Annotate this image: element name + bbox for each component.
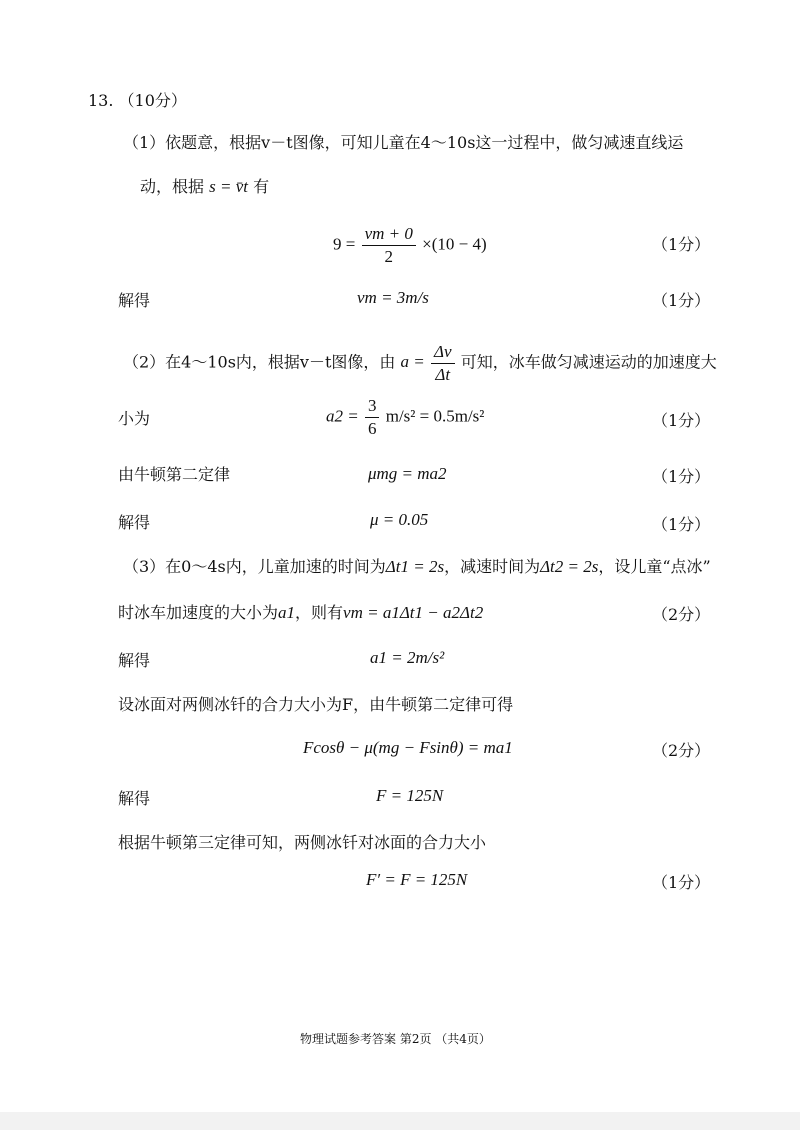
equation-mu-result: μ = 0.05 (370, 510, 429, 529)
part3-text-line1: （3）在0～4s内，儿童加速的时间为Δt1 = 2s，减速时间为Δt2 = 2s，设儿童“点冰” (123, 557, 711, 576)
part1-text-line1: （1）依题意，根据v－t图像，可知儿童在4～10s这一过程中，做匀减速直线运 (123, 133, 684, 152)
equation-force-balance: Fcosθ − μ(mg − Fsinθ) = ma1 (303, 738, 513, 757)
fraction-3-over-6: $\frac{3}{6}$ (365, 396, 380, 439)
points-a2: （1分） (652, 411, 711, 430)
question-score: （10分） (118, 91, 187, 110)
equation-F-result: F = 125N (376, 786, 444, 805)
points-mu: （1分） (652, 515, 711, 534)
equation-a1-result: a1 = 2m/s² (370, 648, 445, 667)
fraction-vm-over-2: $\frac{vm + 0}{2}$ (362, 224, 416, 267)
points-eq1: （1分） (652, 235, 711, 254)
part2-text-line1: （2）在4～10s内，根据v－t图像，由 a = $\frac{\Delta v}{\Delta t}$ 可知，冰车做匀减速运动的加速度大 (123, 342, 717, 384)
formula-acceleration: a = $\frac{\Delta v}{\Delta t}$ (401, 352, 461, 371)
scan-bottom-strip (0, 1112, 800, 1130)
page-footer: 物理试题参考答案 第2页 （共4页） (300, 1032, 491, 1046)
points-vm-kinematics: （2分） (652, 605, 711, 624)
part1-text-line2: 动，根据 s = v̄t 有 (140, 177, 270, 196)
delta-t2: Δt2 = 2s (540, 557, 599, 576)
equation-vm-result: vm = 3m/s (357, 288, 429, 307)
solve-label: 解得 (118, 513, 151, 532)
question-number: 13 (88, 91, 109, 110)
equation-vm-kinematics: vm = a1Δt1 − a2Δt2 (343, 603, 484, 622)
formula-s-vt: s = v̄t (209, 177, 248, 196)
solve-label: 解得 (118, 291, 151, 310)
part2-text-line2: 小为 (118, 409, 151, 428)
symbol-a1: a1 (278, 603, 296, 622)
question-header: 13. （10分） (88, 91, 187, 110)
newton-second-law-label: 由牛顿第二定律 (118, 465, 231, 484)
part3-text-line2: 时冰车加速度的大小为a1，则有vm = a1Δt1 − a2Δt2 (118, 603, 484, 622)
equation-a2: a2 = $\frac{3}{6}$ m/s² = 0.5m/s² (326, 396, 485, 438)
points-eq2: （1分） (652, 291, 711, 310)
solve-label: 解得 (118, 651, 151, 670)
equation-average-velocity: 9 = $\frac{vm + 0}{2}$ ×(10 − 4) (333, 224, 487, 266)
points-F-prime: （1分） (652, 873, 711, 892)
solve-label: 解得 (118, 789, 151, 808)
part3-force-text: 设冰面对两侧冰钎的合力大小为F，由牛顿第二定律可得 (118, 695, 514, 714)
delta-t1: Δt1 = 2s (385, 557, 445, 576)
points-force-balance: （2分） (652, 741, 711, 760)
equation-friction: μmg = ma2 (368, 464, 447, 483)
points-friction: （1分） (652, 467, 711, 486)
equation-F-prime: F′ = F = 125N (366, 870, 468, 889)
third-law-text: 根据牛顿第三定律可知，两侧冰钎对冰面的合力大小 (118, 833, 487, 852)
